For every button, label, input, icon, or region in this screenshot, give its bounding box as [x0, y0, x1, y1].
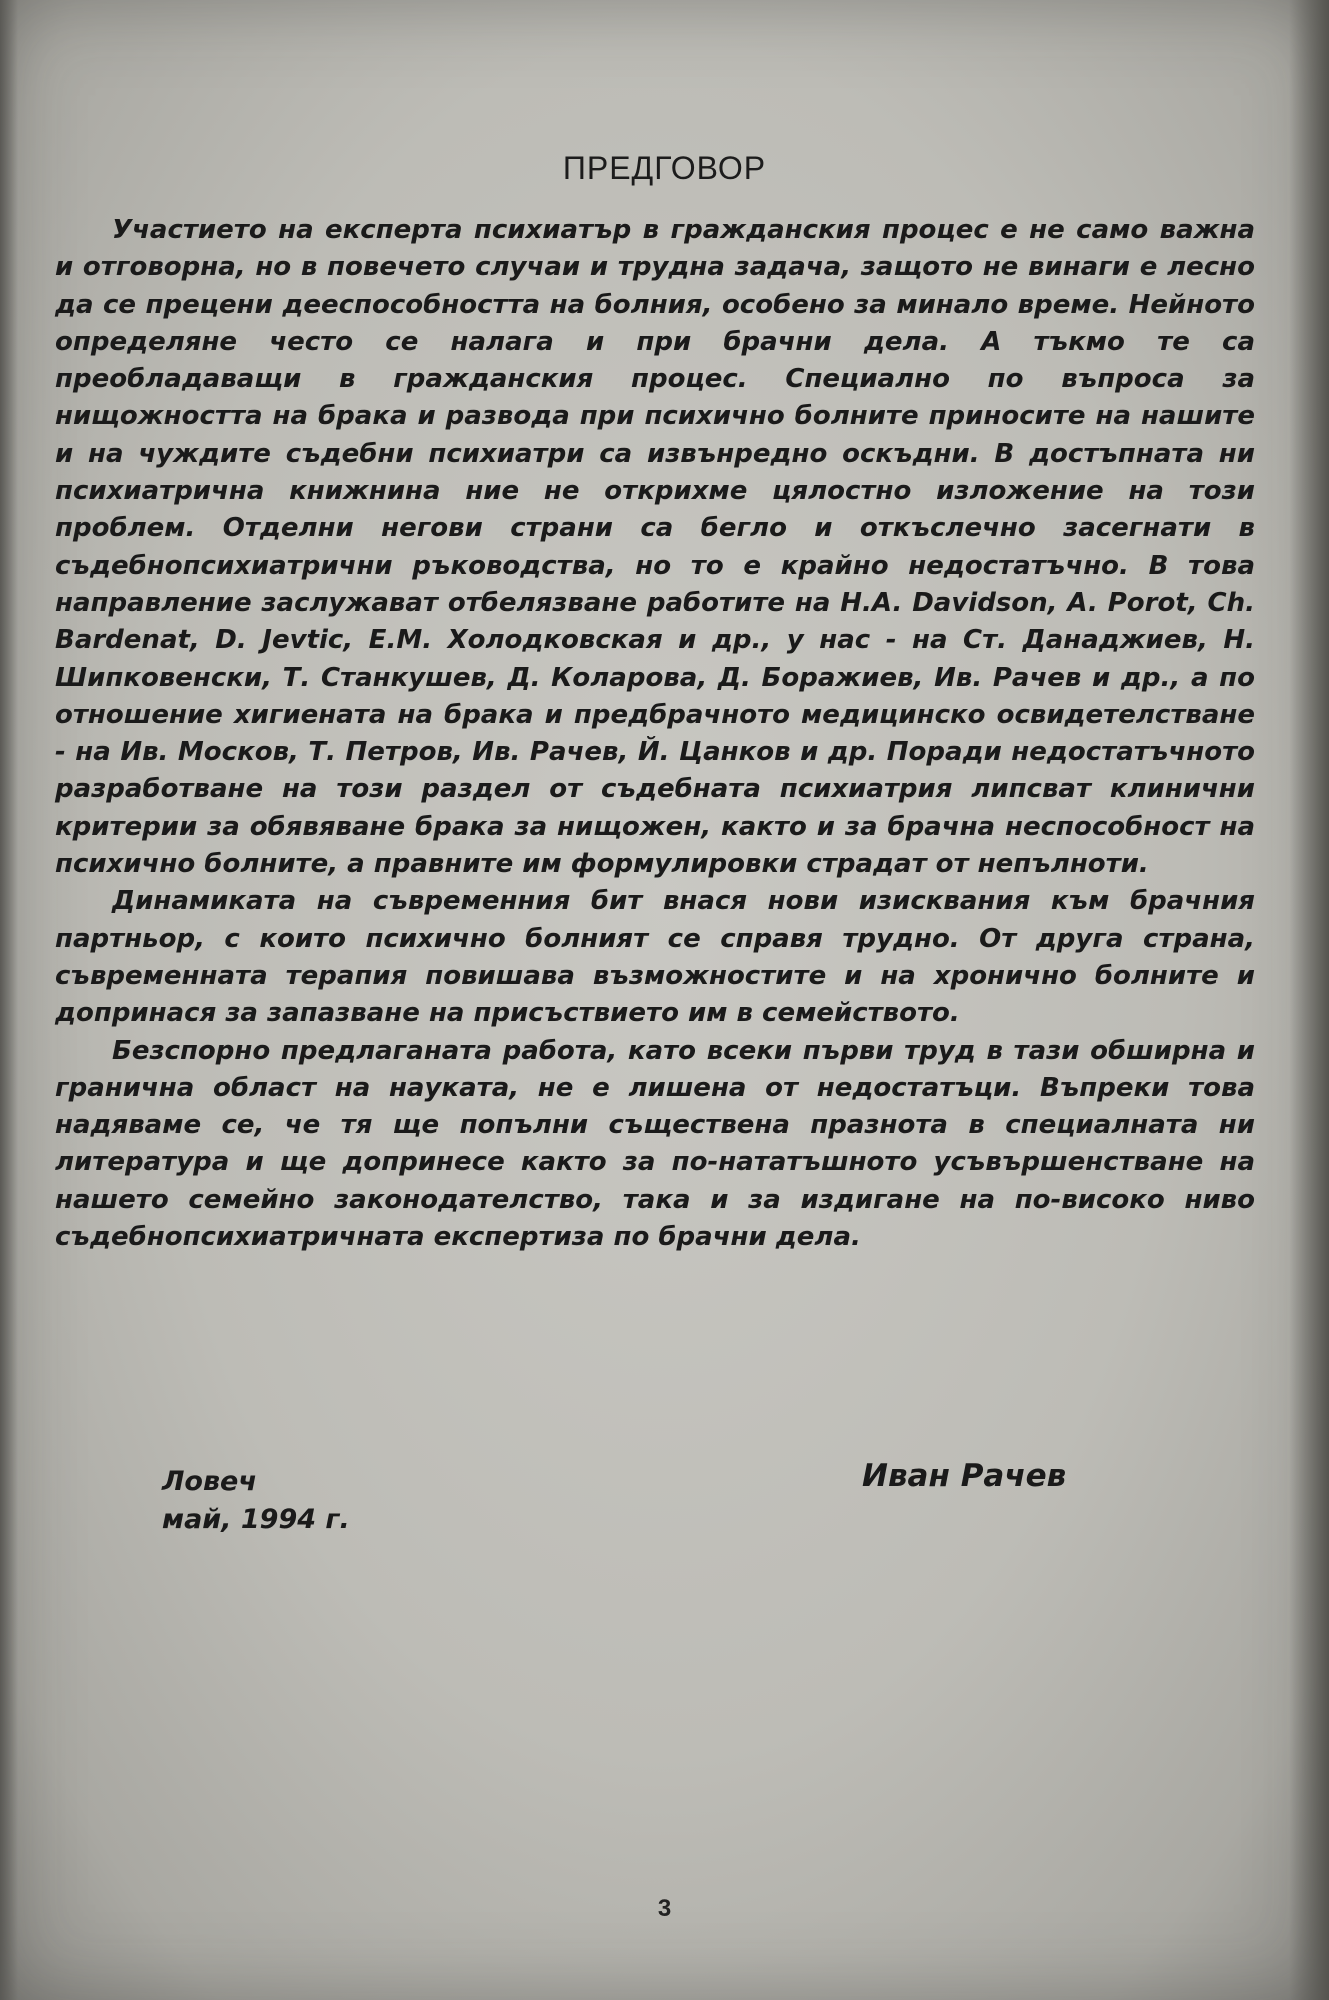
page-number: 3: [657, 1895, 672, 1922]
page-edge-right: [1289, 0, 1329, 2000]
page-title: ПРЕДГОВОР: [562, 150, 767, 186]
author-name: Иван Рачев: [862, 1458, 1067, 1494]
paragraph-1: Участието на експерта психиатър в гражданския процес е не само важна и отговорна, но в повечето случаи и трудна задача, защото не винаги е лесно да се прецени дееспособността на болния, особено за минало време. Нейното определяне често се налага и при брачни дела. А тъкмо те са преобладаващи в гражданския процес. Специално по въпроса за нищожността на брака и развода при психично болните приносите на нашите и на чуждите съдебни психиатри са извънредно оскъдни. В достъпната ни психиатрична книжнина ние не открихме цялостно изложение на този проблем. Отделни негови страни са бегло и откъслечно засегнати в съдебнопсихиатрични ръководства, но то е крайно недостатъчно. В това направление заслужават отбелязване работите на H.A. Davidson, A. Porot, Ch. Bardenat, D. Jevtic, E.M. Холодковская и др., у нас - на Ст. Данаджиев, Н. Шипковенски, Т. Станкушев, Д. Коларова, Д. Боражиев, Ив. Рачев и др., а по отношение хигиената на брака и предбрачното медицинско освидетелстване - на Ив. Москов, Т. Петров, Ив. Рачев, Й. Цанков и др. Поради недостатъчното разработване на този раздел от съдебната психиатрия липсват клинични критерии за обявяване брака за нищожен, както и за брачна неспособност на психично болните, а правните им формулировки страдат от непълноти.: [55, 215, 1255, 880]
place: Ловеч: [162, 1466, 257, 1497]
signature-block: [0, 1455, 1329, 1555]
preface-body: [55, 212, 1255, 1256]
date: май, 1994 г.: [162, 1504, 350, 1535]
paragraph-2: Динамиката на съвременния бит внася нови изисквания към брачния партньор, с които психично болният се справя трудно. От друга страна, съвременната терапия повишава възможностите и на хронично болните и допринася за запазване на присъствието им в семейството.: [55, 886, 1255, 1029]
paragraph-3: Безспорно предлаганата работа, като всеки първи труд в тази обширна и гранична област на науката, не е лишена от недостатъци. Въпреки това надяваме се, че тя ще попълни съществена празнота в специалната ни литература и ще допринесе както за по-нататъшното усъвършенстване на нашето семейно законодателство, така и за издигане на по-високо ниво съдебнопсихиатричната експертиза по брачни дела.: [55, 1035, 1255, 1253]
page-edge-left: [0, 0, 18, 2000]
